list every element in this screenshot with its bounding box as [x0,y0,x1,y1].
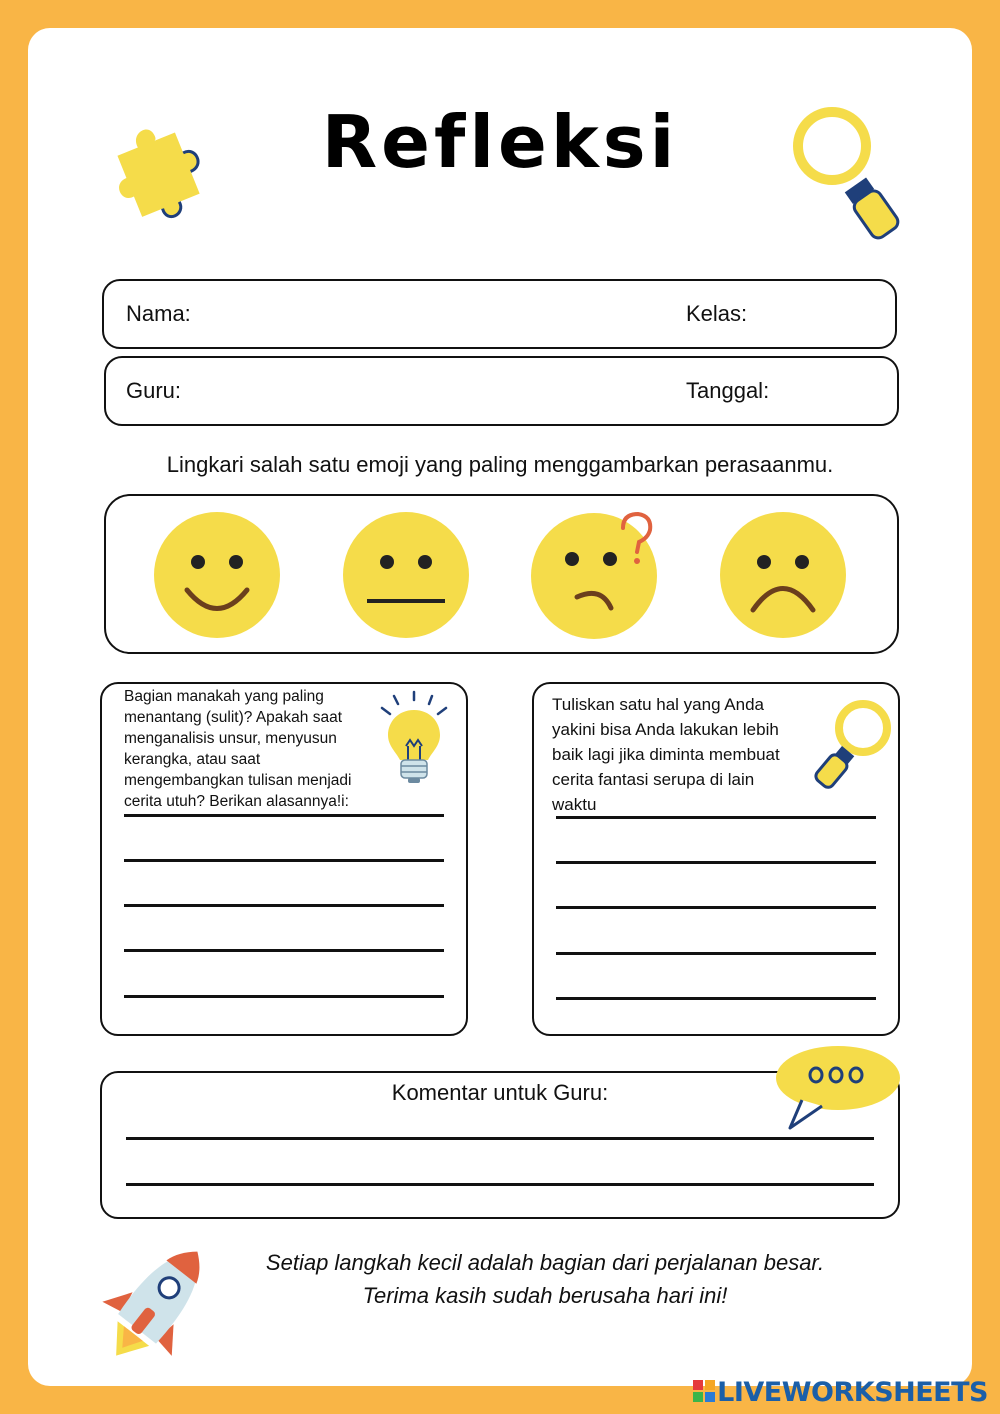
neutral-face-icon[interactable] [343,512,469,638]
answer-line[interactable] [124,814,444,817]
answer-line[interactable] [124,949,444,952]
answer-line[interactable] [556,906,876,909]
answer-line[interactable] [556,861,876,864]
name-label: Nama: [126,301,191,326]
answer-line[interactable] [124,904,444,907]
teacher-label: Guru: [126,378,182,403]
speech-bubble-icon [772,1044,902,1132]
confused-face-icon[interactable] [531,504,671,640]
class-label: Kelas: [686,301,748,326]
sad-face-icon[interactable] [720,512,846,638]
answer-line[interactable] [556,816,876,819]
comment-label: Komentar untuk Guru: [391,1080,609,1105]
happy-face-icon[interactable] [154,512,280,638]
page-title: Refleksi [321,100,679,184]
answer-line[interactable] [124,995,444,998]
liveworksheets-brand[interactable]: LIVEWORKSHEETS [717,1377,988,1408]
rocket-icon [98,1232,218,1372]
light-bulb-icon [376,688,456,798]
comment-line[interactable] [126,1183,874,1186]
comment-line[interactable] [126,1137,874,1140]
puzzle-piece-icon [98,112,216,240]
motivational-quote-line-2: Terima kasih sudah berusaha hari ini! [362,1283,728,1308]
motivational-quote-line-1: Setiap langkah kecil adalah bagian dari perjalanan besar. [265,1250,825,1275]
improvement-question-text: Tuliskan satu hal yang Anda yakini bisa Anda lakukan lebih baik lagi jika diminta membuat cerita fantasi serupa di lain waktu [552,695,780,814]
challenge-question-text: Bagian manakah yang paling menantang (sulit)? Apakah saat menganalisis unsur, menyusun kerangka, atau saat mengembangkan tulisan menjadi cerita utuh? Berikan alasannya!i: [124,688,352,810]
answer-line[interactable] [556,997,876,1000]
emoji-instruction: Lingkari salah satu emoji yang paling menggambarkan perasaanmu. [166,452,834,477]
magnifying-glass-small-icon [808,698,892,798]
teacher-date-box [104,356,899,426]
date-label: Tanggal: [686,378,770,403]
answer-line[interactable] [556,952,876,955]
name-class-box [102,279,897,349]
liveworksheets-logo-icon [693,1380,715,1402]
answer-line[interactable] [124,859,444,862]
magnifying-glass-icon [790,104,905,244]
